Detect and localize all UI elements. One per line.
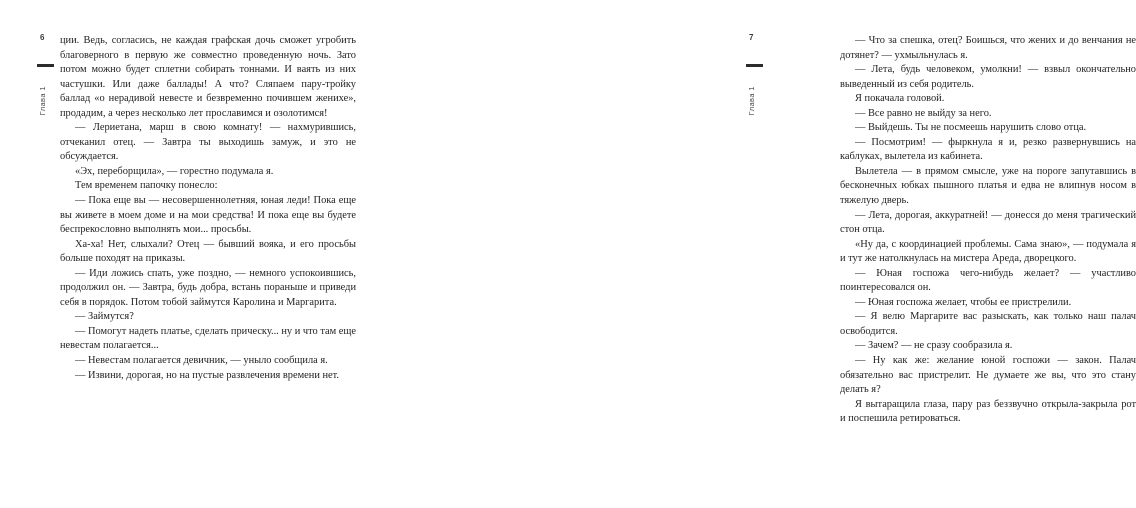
chapter-label-right: Глава 1 [747,86,756,116]
paragraph: — Помогут надеть платье, сделать прическу... ну и что там еще невестам полагается... [60,325,356,352]
right-page [400,0,1136,508]
paragraph: — Посмотрим! — фыркнула я и, резко развернувшись на каблуках, вылетела из кабинета. [840,136,1136,163]
paragraph: — Юная госпожа желает, чтобы ее пристрелили. [855,296,1072,308]
left-page [0,0,400,508]
paragraph: Вылетела — в прямом смысле, уже на пороге запутавшись в бесконечных юбках пышного платья и едва не влипнув носом в тяжелую дверь. [840,165,1136,207]
chapter-label-left: Глава 1 [38,86,47,116]
paragraph: — Все равно не выйду за него. [855,107,992,119]
paragraph: ции. Ведь, согласись, не каждая графская дочь сможет угробить благоверного в первую же совместно проведенную ночь. Зато потом можно будет сплетни собирать тоннами. И ваять из них частушки. Или даже баллады! А что? Сляпаем пару-тройку баллад «о нерадивой невесте и безвременно почившем женихе», продадим, а через несколько лет прославимся и озолотимся! [60,35,356,119]
margin-rule-left [37,64,54,67]
paragraph: — Пока еще вы — несовершеннолетняя, юная леди! Пока еще вы живете в моем доме и на мои средства! И пока еще вы будете беспрекословно выполнять мои... просьбы. [60,195,356,236]
paragraph: Тем временем папочку понесло: [75,180,218,192]
paragraph: — Ну как же: желание юной госпожи — закон. Палач обязательно вас пристрелит. Не думаете же вы, что это стану делать я? [840,355,1136,396]
paragraph: — Выйдешь. Ты не посмеешь нарушить слово отца. [855,122,1087,134]
page-number-left: 6 [40,33,45,42]
paragraph: «Ну да, с координацией проблемы. Сама знаю», — подумала я и тут же натолкнулась на мистера Ареда, дворецкого. [840,238,1136,265]
paragraph: — Извини, дорогая, но на пустые развлечения времени нет. [75,369,340,381]
paragraph: — Зачем? — не сразу сообразила я. [855,340,1013,352]
text-column-right [840,34,1136,427]
paragraph: — Что за спешка, отец? Боишься, что жених и до венчания не дотянет? — ухмыльнулась я. [840,35,1136,61]
paragraph: — Лета, дорогая, аккуратней! — донесся до меня трагический стон отца. [840,209,1136,236]
paragraph: — Иди ложись спать, уже поздно, — немного успокоившись, продолжил он. — Завтра, будь добра, встань пораньше и приведи себя в порядок. Потом тобой займутся Каролина и Маргарита. [60,267,356,308]
paragraph: — Невестам полагается девичник, — уныло сообщила я. [75,355,328,367]
margin-rule-right [746,64,763,67]
paragraph: — Я велю Маргарите вас разыскать, как только наш палач освободится. [840,311,1136,337]
paragraph: — Лериетана, марш в свою комнату! — нахмурившись, отчеканил отец. — Завтра ты выходишь замуж, и это не обсуждается. [60,122,356,163]
paragraph: Ха-ха! Нет, слыхали? Отец — бывший вояка, и его просьбы больше походят на приказы. [60,238,356,265]
paragraph: Я вытаращила глаза, пару раз беззвучно открыла-закрыла рот и поспешила ретироваться. [840,398,1136,425]
paragraph: — Лета, будь человеком, умолкни! — взвыл окончательно выведенный из себя родитель. [840,64,1136,90]
paragraph: — Юная госпожа чего-нибудь желает? — участливо поинтересовался он. [840,267,1136,294]
paragraph: «Эх, переборщила», — горестно подумала я. [75,165,274,177]
paragraph: Я покачала головой. [855,93,945,105]
paragraph: — Займутся? [75,311,134,323]
page-number-right: 7 [749,33,754,42]
text-column-left [60,34,356,383]
